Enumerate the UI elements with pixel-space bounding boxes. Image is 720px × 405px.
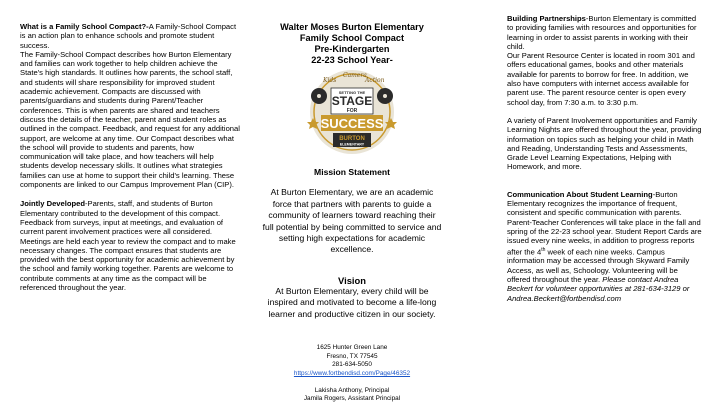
communication-body-b: week of each nine weeks. Campus information may be accessed through Skyward Family Access, as well as, Schoology. Volunteering will be offered throughout the year. <box>507 247 690 284</box>
logo-line4: SUCCESS <box>320 116 384 131</box>
school-title-1: Walter Moses Burton Elementary <box>280 22 424 32</box>
logo-line6: ELEMENTARY <box>339 142 365 147</box>
compact-paragraph-2: The Family-School Compact describes how Burton Elementary and families can work together to help children achieve the State's high standards. It outlines how parents, the school staff, and students will share responsibility for improved student academic achievement. Compacts are discussed with parents/guardians and students during Parent/Teacher conferences. This is when parents are shared and teachers discuss the details of the teacher, parent and student roles as outlined in the compact. Feedback, and request for any additional support, are welcome at any time. Our Compact describes what the school will provide to students and parents, how communication will take place, and how teachers will help students develop necessary skills. It outlines what strategies families can use at home to support their child's learning. These components are linked to our Campus Improvement Plan (CIP). <box>20 49 240 190</box>
address-city: Fresno, TX 77545 <box>326 352 378 360</box>
communication-body-a: -Burton Elementary recognizes the importance of frequent, consistent and specific communication with parents. Parent-Teacher Conferences will take place in the fall and spring of the 22-23 school year. Student Report Cards are issued every nine weeks, in addition to progress reports after the 4 <box>507 189 702 257</box>
mission-text: At Burton Elementary, we are an academic force that partners with parents to guide a community of learners toward reaching their full potential by being committed to service and setting high expectations for academic excellence. <box>262 187 442 255</box>
compact-heading: What is a Family School Compact?- <box>20 22 149 31</box>
principal-name: Lakisha Anthony, Principal <box>314 386 390 394</box>
involvement-paragraph: A variety of Parent Involvement opportunities and Family Learning Nights are offered throughout the year, providing information on topics such as helping your child in Math and Reading, Understanding Tests and Assessments, Grade Level Learning Expectations, Helping with Homework, and more. <box>507 115 702 172</box>
middle-column <box>262 22 442 404</box>
compact-paragraph <box>20 22 240 50</box>
logo-emblem-icon <box>303 68 401 156</box>
assistant-principal-name: Jamila Rogers, Assistant Principal <box>303 395 401 403</box>
compact-body: A Family-School Compact is an action plan to enhance schools and promote student success. <box>20 22 237 50</box>
logo-line3: FOR <box>346 108 358 114</box>
communication-heading: Communication About Student Learning <box>507 189 653 199</box>
resource-center-paragraph: Our Parent Resource Center is located in room 301 and offers educational games, books and other materials available for parents to borrow for free. In addition, we also have computers with internet access available for parent use. The parent resource center is open every school day, from 7:30 a.m. to 3:30 p.m. <box>507 51 695 107</box>
logo-line5: BURTON <box>339 136 365 142</box>
vision-heading: Vision <box>338 274 366 286</box>
volunteer-contact: Please contact Andrea Beckert for volunteer opportunities at 281-634-3129 or Andrea.Beckert@fortbendisd.com <box>507 274 690 303</box>
communication-sup: th <box>541 246 546 253</box>
phone-number: 281-634-5050 <box>332 361 372 369</box>
left-column <box>20 22 240 292</box>
right-column <box>507 14 703 303</box>
address-street: 1625 Hunter Green Lane <box>316 344 388 352</box>
school-title-4: 22-23 School Year- <box>311 55 393 65</box>
partnerships-paragraph <box>507 14 703 51</box>
school-title-2: Family School Compact <box>299 33 405 43</box>
school-logo <box>303 68 401 156</box>
logo-arc-kids: Kids <box>323 77 337 84</box>
jointly-paragraph <box>20 199 240 292</box>
jointly-heading: Jointly Developed <box>20 199 85 209</box>
jointly-body: -Parents, staff, and students of Burton Elementary contributed to the development of this compact. Feedback from surveys, input at meetings, and evaluation of current parent involvement practices were all considered. Meetings are held each year to review the compact and to make necessary changes. The compact ensures that students are provided with the best opportunity for academic achievement by the school and family working together. Parents are welcome to contribute comments at any time as the compact will be referenced throughout the year. <box>20 199 236 293</box>
logo-line1: SETTING THE <box>338 90 366 95</box>
logo-arc-camera: Camera <box>343 72 367 79</box>
partnerships-body: -Burton Elementary is committed to providing families with resources and opportunities for learning in order to assist parents in working with their child. <box>507 14 697 51</box>
partnerships-heading: Building Partnerships <box>507 14 586 23</box>
communication-paragraph <box>507 190 703 303</box>
school-website-link[interactable]: https://www.fortbendisd.com/Page/46352 <box>293 370 411 378</box>
logo-arc-action: Action <box>365 77 385 84</box>
school-title-3: Pre-Kindergarten <box>314 44 390 54</box>
vision-text: At Burton Elementary, every child will be inspired and motivated to become a life-long learner and productive citizen in our society. <box>267 286 437 319</box>
address-block <box>262 344 442 378</box>
logo-line2: STAGE <box>331 94 373 108</box>
staff-block <box>262 387 442 404</box>
mission-heading: Mission Statement <box>314 167 390 177</box>
